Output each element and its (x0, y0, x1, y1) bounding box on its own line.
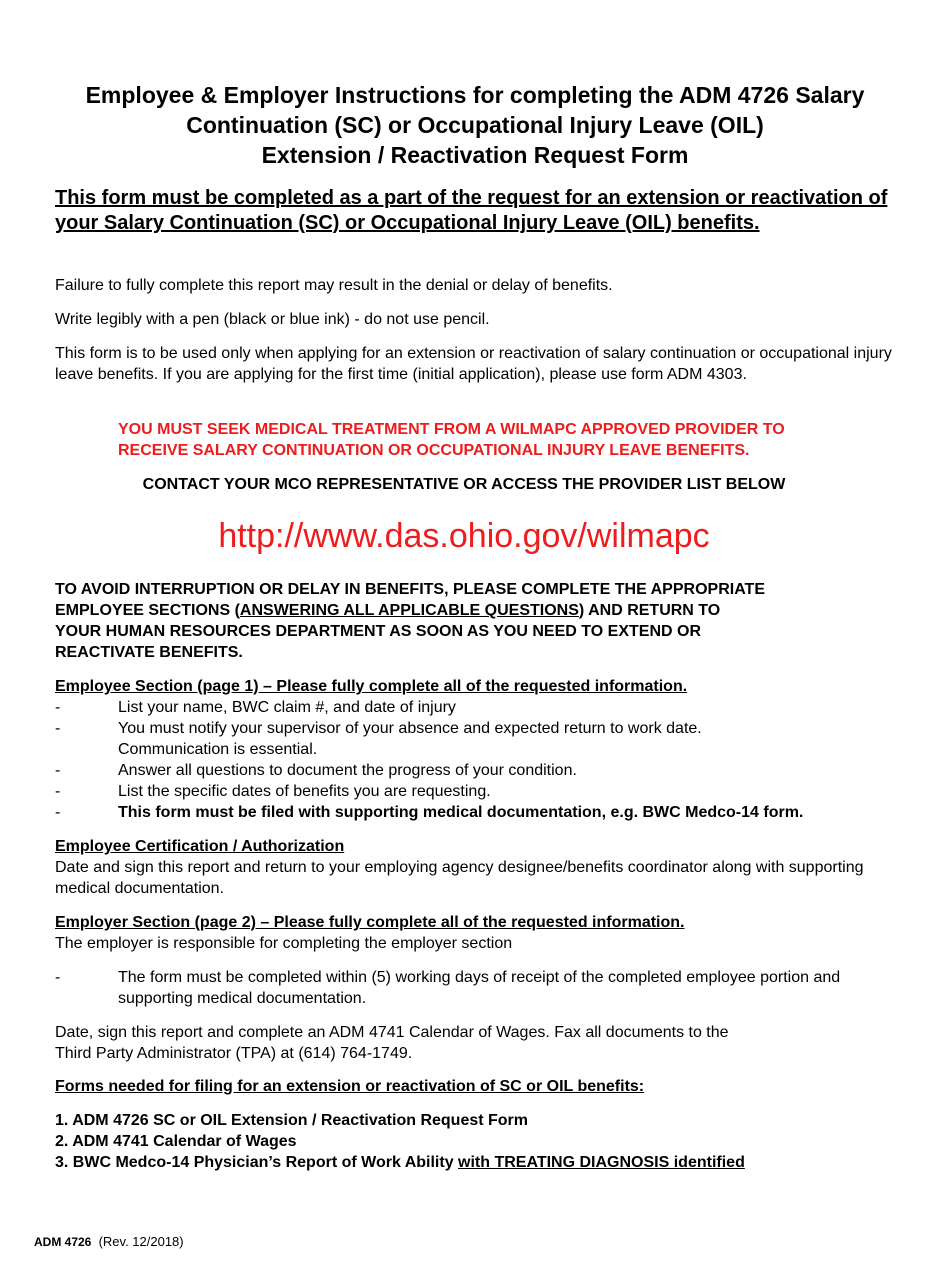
list-item: - This form must be filed with supporting medical documentation, e.g. BWC Medco-14 form. (55, 804, 804, 821)
warning-line-1: YOU MUST SEEK MEDICAL TREATMENT FROM A WILMAPC APPROVED PROVIDER TO (118, 421, 785, 438)
title-line-2: Continuation (SC) or Occupational Injury Leave (OIL) (186, 112, 764, 138)
employer-section-heading: Employer Section (page 2) – Please fully complete all of the requested information. (55, 914, 685, 931)
list-item: 2. ADM 4741 Calendar of Wages (55, 1133, 297, 1150)
warning-line-2: RECEIVE SALARY CONTINUATION OR OCCUPATIONAL INJURY LEAVE BENEFITS. (118, 442, 750, 459)
employee-section-list (55, 697, 895, 823)
list-item: 3. BWC Medco-14 Physician’s Report of Work Ability with TREATING DIAGNOSIS identified (55, 1154, 745, 1171)
list-item: - The form must be completed within (5) working days of receipt of the completed employee portion and supporting medical documentation. (55, 969, 841, 1007)
intro-statement: This form must be completed as a part of the request for an extension or reactivation of your Salary Continuation (SC) or Occupational Injury Leave (OIL) benefits. (55, 187, 888, 234)
employer-section-list (55, 967, 895, 1009)
notice-line-4: REACTIVATE BENEFITS. (55, 644, 243, 661)
employee-section-heading: Employee Section (page 1) – Please fully complete all of the requested information. (55, 678, 688, 695)
form-footer (34, 1234, 184, 1250)
title-line-3: Extension / Reactivation Request Form (261, 142, 689, 168)
contact-instruction: CONTACT YOUR MCO REPRESENTATIVE OR ACCESS THE PROVIDER LIST BELOW (142, 476, 786, 493)
list-item: - List your name, BWC claim #, and date of injury (55, 699, 456, 716)
list-item: - You must notify your supervisor of your absence and expected return to work date. Communication is essential. (55, 720, 702, 758)
document-title (40, 80, 910, 170)
certification-text: Date and sign this report and return to your employing agency designee/benefits coordinator along with supporting medical documentation. (55, 859, 864, 897)
paragraph-usage: This form is to be used only when applying for an extension or reactivation of salary continuation or occupational injury leave benefits. If you are applying for the first time (initial application), please use form ADM 4303. (55, 345, 892, 383)
list-item: 1. ADM 4726 SC or OIL Extension / Reactivation Request Form (55, 1112, 529, 1129)
employer-section-text: The employer is responsible for completing the employer section (55, 935, 513, 952)
forms-needed-list (55, 1110, 905, 1173)
form-revision: (Rev. 12/2018) (98, 1234, 184, 1249)
medical-treatment-warning (118, 419, 898, 461)
paragraph-pen: Write legibly with a pen (black or blue ink) - do not use pencil. (55, 311, 490, 328)
title-line-1: Employee & Employer Instructions for completing the ADM 4726 Salary (85, 82, 865, 108)
notice-line-1: TO AVOID INTERRUPTION OR DELAY IN BENEFITS, PLEASE COMPLETE THE APPROPRIATE (55, 581, 765, 598)
certification-heading: Employee Certification / Authorization (55, 838, 345, 855)
list-item: - List the specific dates of benefits you are requesting. (55, 783, 491, 800)
provider-list-link[interactable]: http://www.das.ohio.gov/wilmapc (218, 517, 710, 555)
form-id: ADM 4726 (34, 1235, 92, 1249)
notice-line-3: YOUR HUMAN RESOURCES DEPARTMENT AS SOON AS YOU NEED TO EXTEND OR (55, 623, 701, 640)
benefits-notice (55, 579, 905, 663)
list-item: - Answer all questions to document the progress of your condition. (55, 762, 577, 779)
fax-instructions: Date, sign this report and complete an ADM 4741 Calendar of Wages. Fax all documents to the Third Party Administrator (TPA) at (614) 764-1749. (55, 1024, 729, 1062)
forms-needed-heading: Forms needed for filing for an extension or reactivation of SC or OIL benefits: (55, 1078, 645, 1095)
notice-line-2: EMPLOYEE SECTIONS (ANSWERING ALL APPLICABLE QUESTIONS) AND RETURN TO (55, 602, 721, 619)
paragraph-failure: Failure to fully complete this report may result in the denial or delay of benefits. (55, 277, 613, 294)
